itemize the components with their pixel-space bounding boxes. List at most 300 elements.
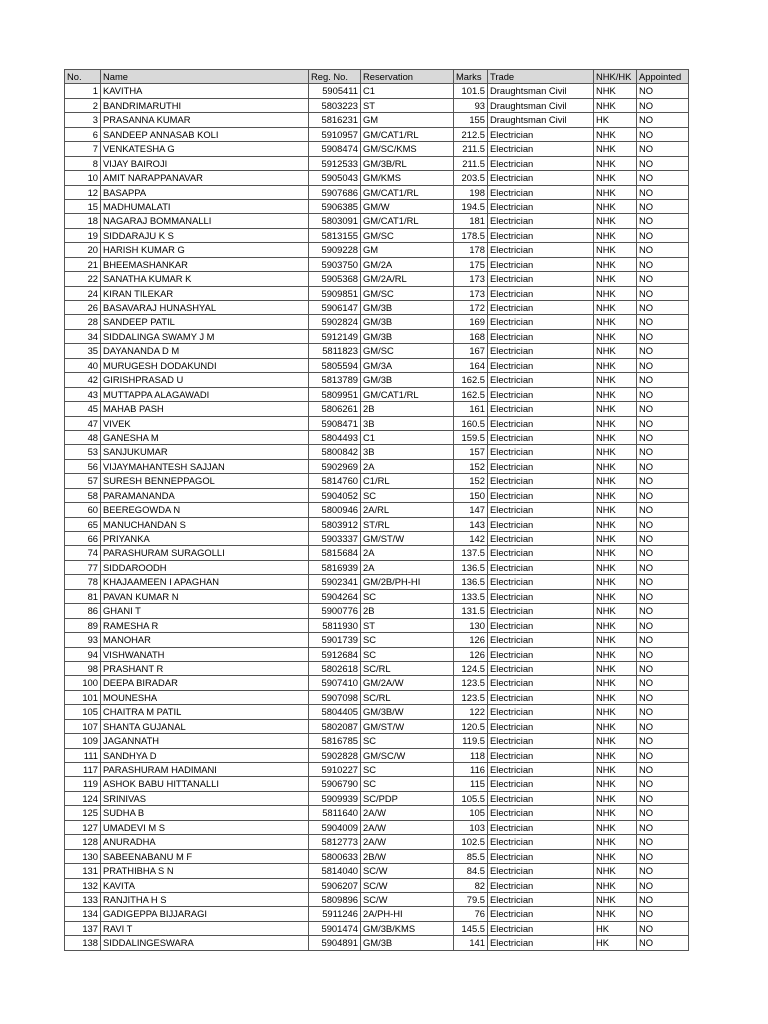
- cell-name: SRINIVAS: [101, 791, 309, 805]
- table-row: [65, 705, 689, 719]
- cell-no: 93: [65, 633, 101, 647]
- cell-appointed: NO: [637, 416, 689, 430]
- table-row: [65, 344, 689, 358]
- cell-nhk-hk: NHK: [594, 488, 637, 502]
- cell-appointed: NO: [637, 690, 689, 704]
- cell-no: 137: [65, 921, 101, 935]
- cell-trade: Electrician: [488, 214, 594, 228]
- cell-marks: 155: [454, 113, 488, 127]
- cell-marks: 93: [454, 98, 488, 112]
- cell-name: MANUCHANDAN S: [101, 517, 309, 531]
- table-row: [65, 777, 689, 791]
- cell-reg-no: 5908474: [309, 142, 361, 156]
- table-row: [65, 878, 689, 892]
- cell-name: DAYANANDA D M: [101, 344, 309, 358]
- cell-marks: 101.5: [454, 84, 488, 98]
- cell-appointed: NO: [637, 113, 689, 127]
- cell-no: 45: [65, 402, 101, 416]
- cell-reg-no: 5802087: [309, 719, 361, 733]
- cell-marks: 76: [454, 907, 488, 921]
- cell-no: 133: [65, 892, 101, 906]
- cell-appointed: NO: [637, 199, 689, 213]
- cell-nhk-hk: NHK: [594, 257, 637, 271]
- cell-marks: 105.5: [454, 791, 488, 805]
- cell-name: MADHUMALATI: [101, 199, 309, 213]
- cell-marks: 211.5: [454, 156, 488, 170]
- cell-nhk-hk: NHK: [594, 604, 637, 618]
- cell-trade: Electrician: [488, 329, 594, 343]
- cell-nhk-hk: NHK: [594, 647, 637, 661]
- cell-appointed: NO: [637, 373, 689, 387]
- cell-nhk-hk: NHK: [594, 127, 637, 141]
- table-row: [65, 387, 689, 401]
- cell-reg-no: 5813155: [309, 228, 361, 242]
- cell-name: SABEENABANU M F: [101, 849, 309, 863]
- cell-appointed: NO: [637, 748, 689, 762]
- cell-reservation: 2B: [361, 604, 454, 618]
- cell-marks: 178: [454, 243, 488, 257]
- cell-marks: 137.5: [454, 546, 488, 560]
- cell-marks: 143: [454, 517, 488, 531]
- cell-appointed: NO: [637, 503, 689, 517]
- cell-appointed: NO: [637, 604, 689, 618]
- cell-reg-no: 5910227: [309, 763, 361, 777]
- cell-marks: 126: [454, 633, 488, 647]
- table-row: [65, 488, 689, 502]
- cell-reg-no: 5912149: [309, 329, 361, 343]
- cell-reg-no: 5904264: [309, 589, 361, 603]
- cell-no: 43: [65, 387, 101, 401]
- cell-name: GANESHA M: [101, 430, 309, 444]
- cell-no: 117: [65, 763, 101, 777]
- cell-marks: 141: [454, 936, 488, 950]
- cell-reg-no: 5800842: [309, 445, 361, 459]
- cell-appointed: NO: [637, 676, 689, 690]
- cell-reservation: C1: [361, 84, 454, 98]
- cell-no: 74: [65, 546, 101, 560]
- cell-appointed: NO: [637, 156, 689, 170]
- cell-marks: 168: [454, 329, 488, 343]
- cell-appointed: NO: [637, 575, 689, 589]
- cell-appointed: NO: [637, 430, 689, 444]
- cell-reg-no: 5902341: [309, 575, 361, 589]
- cell-trade: Electrician: [488, 459, 594, 473]
- cell-name: PRASHANT R: [101, 661, 309, 675]
- cell-trade: Electrician: [488, 791, 594, 805]
- table-row: [65, 907, 689, 921]
- cell-reservation: SC: [361, 647, 454, 661]
- cell-trade: Electrician: [488, 777, 594, 791]
- cell-name: PRATHIBHA S N: [101, 864, 309, 878]
- cell-no: 24: [65, 286, 101, 300]
- cell-marks: 136.5: [454, 560, 488, 574]
- cell-name: SUDHA B: [101, 806, 309, 820]
- cell-reservation: ST/RL: [361, 517, 454, 531]
- table-row: [65, 604, 689, 618]
- cell-appointed: NO: [637, 272, 689, 286]
- cell-name: UMADEVI M S: [101, 820, 309, 834]
- table-row: [65, 474, 689, 488]
- table-body: [65, 84, 689, 950]
- cell-nhk-hk: NHK: [594, 892, 637, 906]
- cell-trade: Electrician: [488, 907, 594, 921]
- cell-reg-no: 5904052: [309, 488, 361, 502]
- cell-appointed: NO: [637, 214, 689, 228]
- cell-trade: Electrician: [488, 199, 594, 213]
- cell-reservation: 3B: [361, 445, 454, 459]
- cell-reg-no: 5811823: [309, 344, 361, 358]
- cell-appointed: NO: [637, 228, 689, 242]
- cell-name: RANJITHA H S: [101, 892, 309, 906]
- cell-nhk-hk: NHK: [594, 532, 637, 546]
- cell-nhk-hk: NHK: [594, 98, 637, 112]
- cell-reservation: 2A/W: [361, 835, 454, 849]
- cell-no: 78: [65, 575, 101, 589]
- cell-trade: Electrician: [488, 676, 594, 690]
- cell-marks: 105: [454, 806, 488, 820]
- cell-trade: Electrician: [488, 445, 594, 459]
- cell-nhk-hk: NHK: [594, 373, 637, 387]
- cell-no: 21: [65, 257, 101, 271]
- cell-nhk-hk: NHK: [594, 791, 637, 805]
- cell-nhk-hk: NHK: [594, 777, 637, 791]
- cell-marks: 162.5: [454, 387, 488, 401]
- cell-reg-no: 5814040: [309, 864, 361, 878]
- cell-trade: Electrician: [488, 315, 594, 329]
- cell-no: 81: [65, 589, 101, 603]
- cell-name: KAVITHA: [101, 84, 309, 98]
- cell-name: CHAITRA M PATIL: [101, 705, 309, 719]
- cell-reservation: 2A/RL: [361, 503, 454, 517]
- cell-no: 101: [65, 690, 101, 704]
- cell-appointed: NO: [637, 517, 689, 531]
- cell-trade: Electrician: [488, 921, 594, 935]
- cell-name: SIDDARAJU K S: [101, 228, 309, 242]
- cell-marks: 198: [454, 185, 488, 199]
- cell-reservation: GM/2B/PH-HI: [361, 575, 454, 589]
- cell-trade: Electrician: [488, 373, 594, 387]
- cell-reg-no: 5809951: [309, 387, 361, 401]
- table-row: [65, 864, 689, 878]
- table-row: [65, 185, 689, 199]
- cell-reservation: GM/2A/RL: [361, 272, 454, 286]
- cell-nhk-hk: NHK: [594, 171, 637, 185]
- cell-reservation: 2A/W: [361, 820, 454, 834]
- col-header-trade: Trade: [488, 70, 594, 84]
- cell-appointed: NO: [637, 763, 689, 777]
- cell-reg-no: 5902824: [309, 315, 361, 329]
- cell-trade: Electrician: [488, 604, 594, 618]
- cell-trade: Electrician: [488, 690, 594, 704]
- cell-no: 40: [65, 358, 101, 372]
- cell-appointed: NO: [637, 185, 689, 199]
- cell-trade: Draughtsman Civil: [488, 113, 594, 127]
- cell-trade: Electrician: [488, 228, 594, 242]
- cell-name: PRIYANKA: [101, 532, 309, 546]
- table-row: [65, 892, 689, 906]
- cell-reg-no: 5803091: [309, 214, 361, 228]
- cell-reg-no: 5815684: [309, 546, 361, 560]
- cell-reg-no: 5809896: [309, 892, 361, 906]
- col-header-reg-no: Reg. No.: [309, 70, 361, 84]
- cell-trade: Electrician: [488, 661, 594, 675]
- cell-nhk-hk: NHK: [594, 864, 637, 878]
- cell-no: 134: [65, 907, 101, 921]
- cell-reservation: GM/W: [361, 199, 454, 213]
- cell-reg-no: 5800633: [309, 849, 361, 863]
- cell-marks: 173: [454, 286, 488, 300]
- cell-reservation: GM/CAT1/RL: [361, 214, 454, 228]
- cell-marks: 126: [454, 647, 488, 661]
- cell-appointed: NO: [637, 243, 689, 257]
- cell-nhk-hk: NHK: [594, 358, 637, 372]
- cell-reservation: GM/3B: [361, 301, 454, 315]
- cell-reg-no: 5910957: [309, 127, 361, 141]
- table-row: [65, 228, 689, 242]
- cell-reg-no: 5908471: [309, 416, 361, 430]
- table-row: [65, 402, 689, 416]
- cell-appointed: NO: [637, 892, 689, 906]
- table-row: [65, 127, 689, 141]
- cell-reservation: 2B/W: [361, 849, 454, 863]
- cell-no: 56: [65, 459, 101, 473]
- cell-reg-no: 5805594: [309, 358, 361, 372]
- table-row: [65, 835, 689, 849]
- table-row: [65, 98, 689, 112]
- cell-appointed: NO: [637, 315, 689, 329]
- cell-reservation: 2A: [361, 546, 454, 560]
- cell-no: 18: [65, 214, 101, 228]
- table-row: [65, 142, 689, 156]
- cell-marks: 130: [454, 618, 488, 632]
- cell-no: 57: [65, 474, 101, 488]
- cell-marks: 123.5: [454, 690, 488, 704]
- cell-nhk-hk: NHK: [594, 344, 637, 358]
- cell-reservation: GM/2A: [361, 257, 454, 271]
- cell-no: 86: [65, 604, 101, 618]
- cell-reg-no: 5803223: [309, 98, 361, 112]
- table-row: [65, 286, 689, 300]
- cell-name: BEEREGOWDA N: [101, 503, 309, 517]
- table-row: [65, 156, 689, 170]
- col-header-nhk-hk: NHK/HK: [594, 70, 637, 84]
- cell-appointed: NO: [637, 820, 689, 834]
- cell-marks: 119.5: [454, 734, 488, 748]
- cell-no: 127: [65, 820, 101, 834]
- cell-marks: 116: [454, 763, 488, 777]
- cell-nhk-hk: NHK: [594, 503, 637, 517]
- cell-marks: 85.5: [454, 849, 488, 863]
- cell-nhk-hk: NHK: [594, 546, 637, 560]
- cell-trade: Electrician: [488, 142, 594, 156]
- cell-trade: Electrician: [488, 127, 594, 141]
- cell-name: PARASHURAM SURAGOLLI: [101, 546, 309, 560]
- cell-no: 105: [65, 705, 101, 719]
- cell-marks: 167: [454, 344, 488, 358]
- table-row: [65, 301, 689, 315]
- cell-no: 94: [65, 647, 101, 661]
- table-row: [65, 517, 689, 531]
- cell-name: ASHOK BABU HITTANALLI: [101, 777, 309, 791]
- cell-appointed: NO: [637, 921, 689, 935]
- cell-no: 15: [65, 199, 101, 213]
- cell-reservation: 2A/PH-HI: [361, 907, 454, 921]
- table-row: [65, 575, 689, 589]
- cell-name: PAVAN KUMAR N: [101, 589, 309, 603]
- cell-reservation: GM/3B: [361, 936, 454, 950]
- cell-nhk-hk: NHK: [594, 474, 637, 488]
- cell-reg-no: 5813789: [309, 373, 361, 387]
- cell-reservation: GM: [361, 243, 454, 257]
- cell-marks: 82: [454, 878, 488, 892]
- cell-no: 42: [65, 373, 101, 387]
- cell-no: 1: [65, 84, 101, 98]
- cell-no: 53: [65, 445, 101, 459]
- cell-nhk-hk: HK: [594, 936, 637, 950]
- cell-name: SHANTA GUJANAL: [101, 719, 309, 733]
- cell-name: SANATHA KUMAR K: [101, 272, 309, 286]
- cell-name: BANDRIMARUTHI: [101, 98, 309, 112]
- cell-appointed: NO: [637, 546, 689, 560]
- cell-marks: 164: [454, 358, 488, 372]
- cell-appointed: NO: [637, 661, 689, 675]
- cell-no: 35: [65, 344, 101, 358]
- cell-reg-no: 5905411: [309, 84, 361, 98]
- table-row: [65, 315, 689, 329]
- cell-reservation: GM: [361, 113, 454, 127]
- cell-name: KHAJAAMEEN I APAGHAN: [101, 575, 309, 589]
- cell-reg-no: 5812773: [309, 835, 361, 849]
- cell-no: 6: [65, 127, 101, 141]
- cell-reservation: SC/W: [361, 878, 454, 892]
- table-row: [65, 806, 689, 820]
- cell-reg-no: 5905368: [309, 272, 361, 286]
- cell-appointed: NO: [637, 488, 689, 502]
- cell-name: VENKATESHA G: [101, 142, 309, 156]
- cell-trade: Electrician: [488, 806, 594, 820]
- cell-trade: Electrician: [488, 272, 594, 286]
- cell-trade: Electrician: [488, 936, 594, 950]
- cell-reservation: GM/3B: [361, 373, 454, 387]
- cell-no: 107: [65, 719, 101, 733]
- cell-name: ANURADHA: [101, 835, 309, 849]
- cell-nhk-hk: NHK: [594, 806, 637, 820]
- cell-trade: Electrician: [488, 156, 594, 170]
- cell-name: SIDDALINGA SWAMY J M: [101, 329, 309, 343]
- cell-trade: Electrician: [488, 171, 594, 185]
- cell-reservation: ST: [361, 98, 454, 112]
- table-row: [65, 272, 689, 286]
- cell-marks: 120.5: [454, 719, 488, 733]
- cell-nhk-hk: NHK: [594, 156, 637, 170]
- cell-nhk-hk: NHK: [594, 142, 637, 156]
- cell-nhk-hk: NHK: [594, 402, 637, 416]
- cell-trade: Electrician: [488, 763, 594, 777]
- cell-marks: 147: [454, 503, 488, 517]
- cell-nhk-hk: NHK: [594, 430, 637, 444]
- cell-marks: 152: [454, 459, 488, 473]
- cell-appointed: NO: [637, 142, 689, 156]
- table-row: [65, 618, 689, 632]
- table-row: [65, 748, 689, 762]
- cell-reg-no: 5902828: [309, 748, 361, 762]
- cell-reservation: SC: [361, 777, 454, 791]
- cell-name: JAGANNATH: [101, 734, 309, 748]
- cell-trade: Electrician: [488, 849, 594, 863]
- cell-appointed: NO: [637, 358, 689, 372]
- cell-appointed: NO: [637, 864, 689, 878]
- cell-reservation: SC/W: [361, 892, 454, 906]
- cell-trade: Electrician: [488, 416, 594, 430]
- cell-appointed: NO: [637, 329, 689, 343]
- cell-nhk-hk: HK: [594, 921, 637, 935]
- cell-no: 26: [65, 301, 101, 315]
- cell-reg-no: 5907098: [309, 690, 361, 704]
- cell-trade: Electrician: [488, 243, 594, 257]
- cell-reg-no: 5904891: [309, 936, 361, 950]
- cell-trade: Electrician: [488, 575, 594, 589]
- cell-reg-no: 5811930: [309, 618, 361, 632]
- cell-reg-no: 5912533: [309, 156, 361, 170]
- col-header-marks: Marks: [454, 70, 488, 84]
- cell-name: KIRAN TILEKAR: [101, 286, 309, 300]
- cell-no: 125: [65, 806, 101, 820]
- cell-reg-no: 5802618: [309, 661, 361, 675]
- cell-nhk-hk: NHK: [594, 459, 637, 473]
- cell-marks: 203.5: [454, 171, 488, 185]
- cell-name: VIJAYMAHANTESH SAJJAN: [101, 459, 309, 473]
- cell-marks: 84.5: [454, 864, 488, 878]
- table-row: [65, 459, 689, 473]
- cell-no: 65: [65, 517, 101, 531]
- cell-nhk-hk: HK: [594, 113, 637, 127]
- cell-reg-no: 5905043: [309, 171, 361, 185]
- cell-no: 60: [65, 503, 101, 517]
- cell-marks: 103: [454, 820, 488, 834]
- cell-marks: 161: [454, 402, 488, 416]
- cell-appointed: NO: [637, 127, 689, 141]
- cell-marks: 79.5: [454, 892, 488, 906]
- cell-no: 3: [65, 113, 101, 127]
- cell-reservation: SC/RL: [361, 690, 454, 704]
- cell-trade: Electrician: [488, 633, 594, 647]
- cell-nhk-hk: NHK: [594, 387, 637, 401]
- cell-no: 58: [65, 488, 101, 502]
- cell-trade: Electrician: [488, 878, 594, 892]
- cell-no: 124: [65, 791, 101, 805]
- table-row: [65, 589, 689, 603]
- cell-reg-no: 5911246: [309, 907, 361, 921]
- cell-reg-no: 5814760: [309, 474, 361, 488]
- cell-reg-no: 5901739: [309, 633, 361, 647]
- cell-reg-no: 5901474: [309, 921, 361, 935]
- cell-no: 7: [65, 142, 101, 156]
- cell-reg-no: 5806261: [309, 402, 361, 416]
- table-row: [65, 199, 689, 213]
- cell-trade: Electrician: [488, 892, 594, 906]
- cell-trade: Electrician: [488, 185, 594, 199]
- cell-nhk-hk: NHK: [594, 878, 637, 892]
- cell-name: SIDDAROODH: [101, 560, 309, 574]
- cell-reg-no: 5903750: [309, 257, 361, 271]
- cell-no: 100: [65, 676, 101, 690]
- cell-nhk-hk: NHK: [594, 228, 637, 242]
- table-row: [65, 373, 689, 387]
- cell-marks: 131.5: [454, 604, 488, 618]
- cell-reservation: SC: [361, 633, 454, 647]
- cell-reservation: GM/3B/W: [361, 705, 454, 719]
- cell-appointed: NO: [637, 286, 689, 300]
